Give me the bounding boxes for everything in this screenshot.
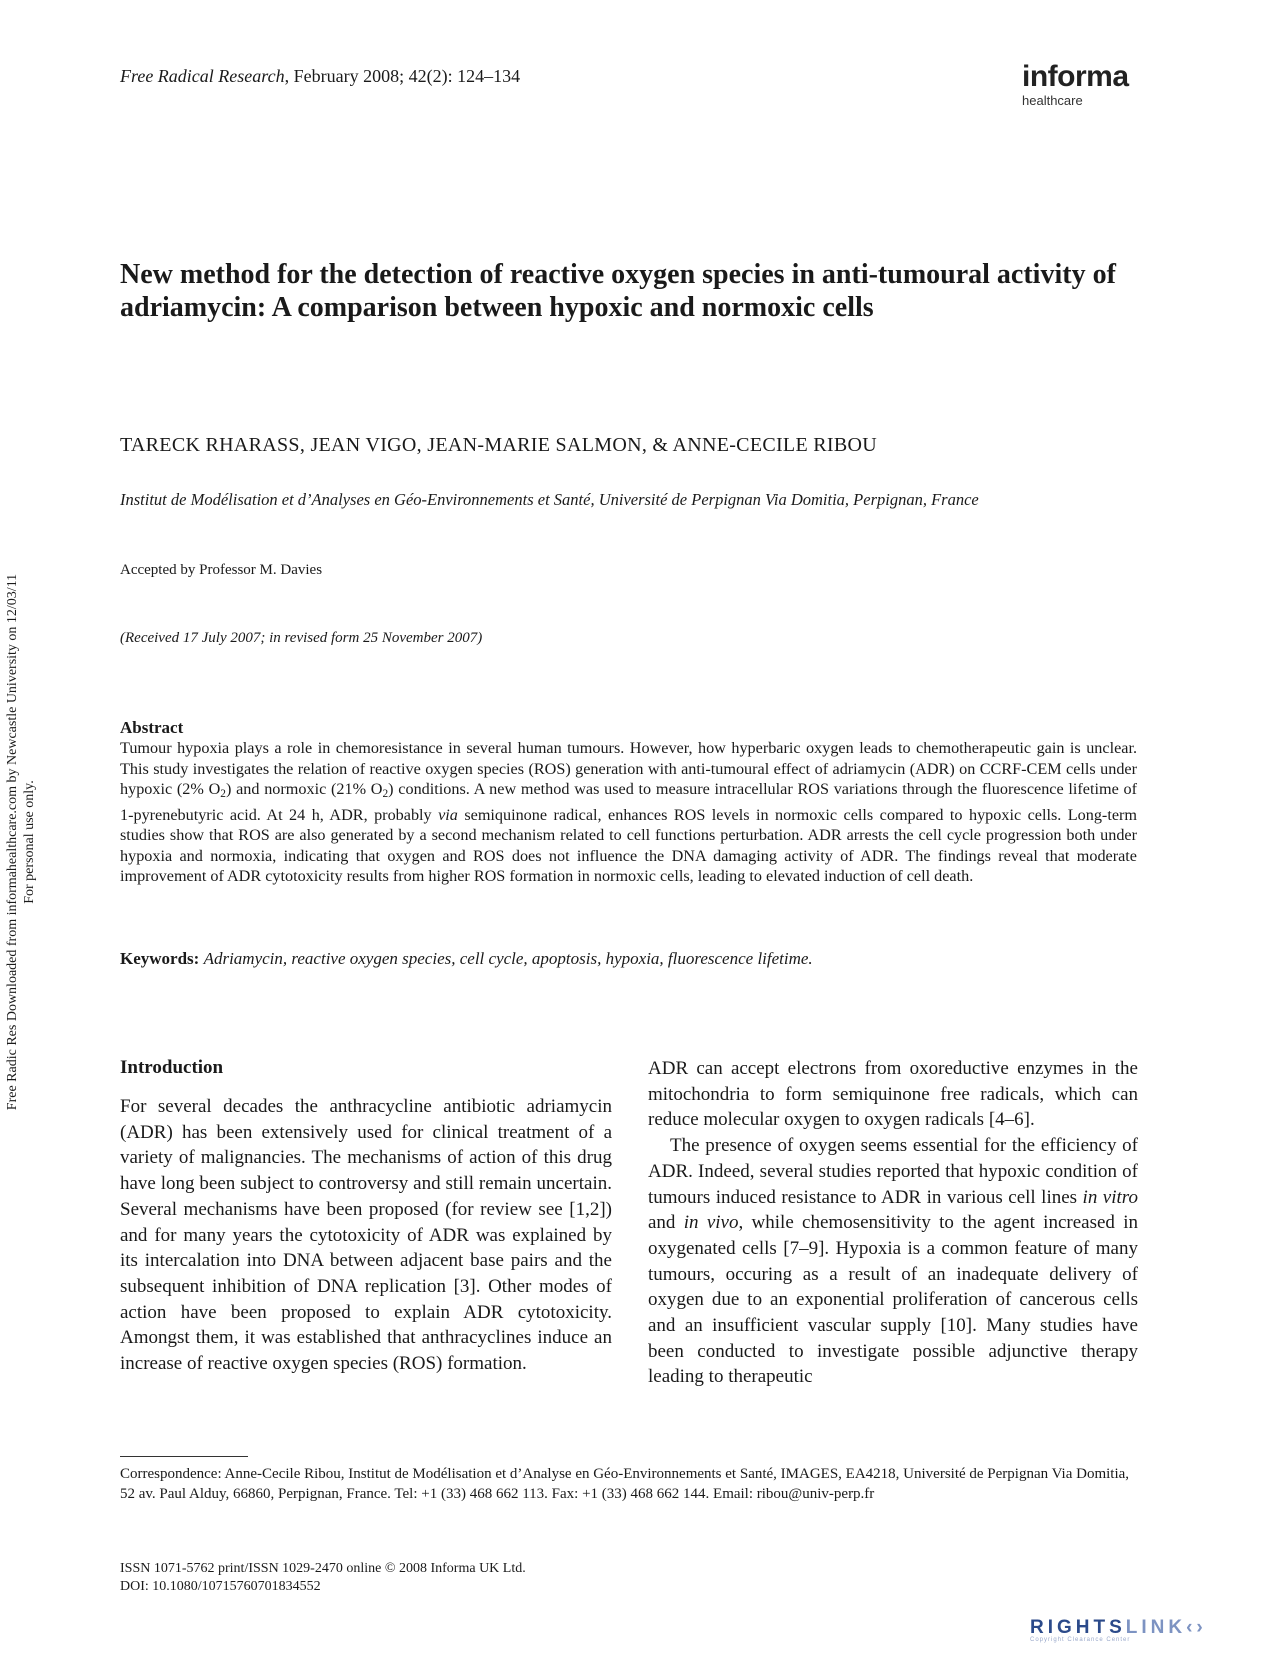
- intro-paragraph-3: The presence of oxygen seems essential for the efficiency of ADR. Indeed, several studies reported that hypoxic condition of tumours induced resistance to ADR in various cell lines in vitro and in vivo, while chemosensitivity to the agent increased in oxygenated cells [7–9]. Hypoxia is a common feature of many tumours, occuring as a result of an inadequate delivery of oxygen due to an exponential proliferation of cancerous cells and an insufficient vascular supply [10]. Many studies have been conducted to investigate possible adjunctive therapy leading to therapeutic: [648, 1135, 1138, 1388]
- journal-name: Free Radical Research: [120, 66, 285, 86]
- publisher-logo-sub: healthcare: [1022, 93, 1083, 108]
- affiliation: Institut de Modélisation et d’Analyses en Géo-Environnements et Santé, Université de Perpignan Via Domitia, Perpignan, France: [120, 490, 979, 509]
- publisher-logo: [1022, 62, 1129, 108]
- author-list: TARECK RHARASS, JEAN VIGO, JEAN-MARIE SALMON, & ANNE-CECILE RIBOU: [120, 434, 877, 456]
- article-title: New method for the detection of reactive oxygen species in anti-tumoural activity of adriamycin: A comparison between hypoxic and normoxic cells: [120, 259, 1116, 323]
- issn-line: ISSN 1071-5762 print/ISSN 1029-2470 online © 2008 Informa UK Ltd.: [120, 1561, 526, 1576]
- watermark-line-2: For personal use only.: [22, 780, 37, 904]
- intro-left-column: [120, 1056, 612, 1377]
- correspondence-note: Correspondence: Anne-Cecile Ribou, Institut de Modélisation et d’Analyse en Géo-Environnements et Santé, IMAGES, EA4218, Université de Perpignan Via Domitia, 52 av. Paul Alduy, 66860, Perpignan, France. Tel: +1 (33) 468 662 113. Fax: +1 (33) 468 662 144. Email: ribou@univ-perp.fr: [120, 1466, 1130, 1502]
- accepted-by: Accepted by Professor M. Davies: [120, 562, 323, 578]
- keywords: [120, 949, 1140, 969]
- journal-citation: [120, 66, 520, 87]
- abstract-text: Tumour hypoxia plays a role in chemoresistance in several human tumours. However, how hyperbaric oxygen leads to chemotherapeutic gain is unclear. This study investigates the relation of reactive oxygen species (ROS) generation with anti-tumoural effect of adriamycin (ADR) on CCRF-CEM cells under hypoxic (2% $O_2$) and normoxic (21% $O_2$) conditions. A new method was used to measure intracellular ROS variations through the fluorescence lifetime of 1-pyrenebutyric acid. At 24 h, ADR, probably via semiquinone radical, enhances ROS levels in normoxic cells compared to hypoxic cells. Long-term studies show that ROS are also generated by a second mechanism related to cell functions perturbation. ADR arrests the cell cycle progression both under hypoxia and normoxia, indicating that oxygen and ROS does not influence the DNA damaging activity of ADR. The findings reveal that moderate improvement of ADR cytotoxicity results from higher ROS formation in normoxic cells, leading to elevated induction of cell death.: [120, 739, 1137, 886]
- intro-heading: Introduction: [120, 1057, 224, 1078]
- intro-paragraph-1: For several decades the anthracycline antibiotic adriamycin (ADR) has been extensively used for clinical treatment of a variety of malignancies. The mechanisms of action of this drug have long been subject to controversy and still remain uncertain. Several mechanisms have been proposed (for review see [1,2]) and for many years the cytotoxicity of ADR was explained by its intercalation into DNA between adjacent base pairs and the subsequent inhibition of DNA replication [3]. Other modes of action have been proposed to explain ADR cytotoxicity. Amongst them, it was established that anthracyclines induce an increase of reactive oxygen species (ROS) formation.: [120, 1096, 612, 1375]
- intro-right-column: [648, 1056, 1138, 1390]
- doi-line: DOI: 10.1080/10715760701834552: [120, 1579, 321, 1594]
- journal-issue: , February 2008; 42(2): 124–134: [284, 66, 521, 86]
- abstract-heading: Abstract: [120, 718, 184, 737]
- download-watermark: [4, 522, 38, 1162]
- publisher-logo-word: informa: [1022, 60, 1129, 93]
- keywords-label: Keywords:: [120, 949, 200, 968]
- footnote-divider: [120, 1456, 248, 1457]
- watermark-line-1: Free Radic Res Downloaded from informahealthcare.com by Newcastle University on 12/03/11: [5, 573, 20, 1111]
- keywords-list: Adriamycin, reactive oxygen species, cell cycle, apoptosis, hypoxia, fluorescence lifetime.: [203, 949, 813, 968]
- rightslink-logo: RIGHTSLINK‹› Copyright Clearance Center: [1030, 1617, 1207, 1643]
- intro-paragraph-2: ADR can accept electrons from oxoreductive enzymes in the mitochondria to form semiquinone free radicals, which can reduce molecular oxygen to oxygen radicals [4–6].: [648, 1058, 1138, 1131]
- issn-doi: [120, 1560, 526, 1596]
- received-dates: (Received 17 July 2007; in revised form 25 November 2007): [120, 630, 483, 646]
